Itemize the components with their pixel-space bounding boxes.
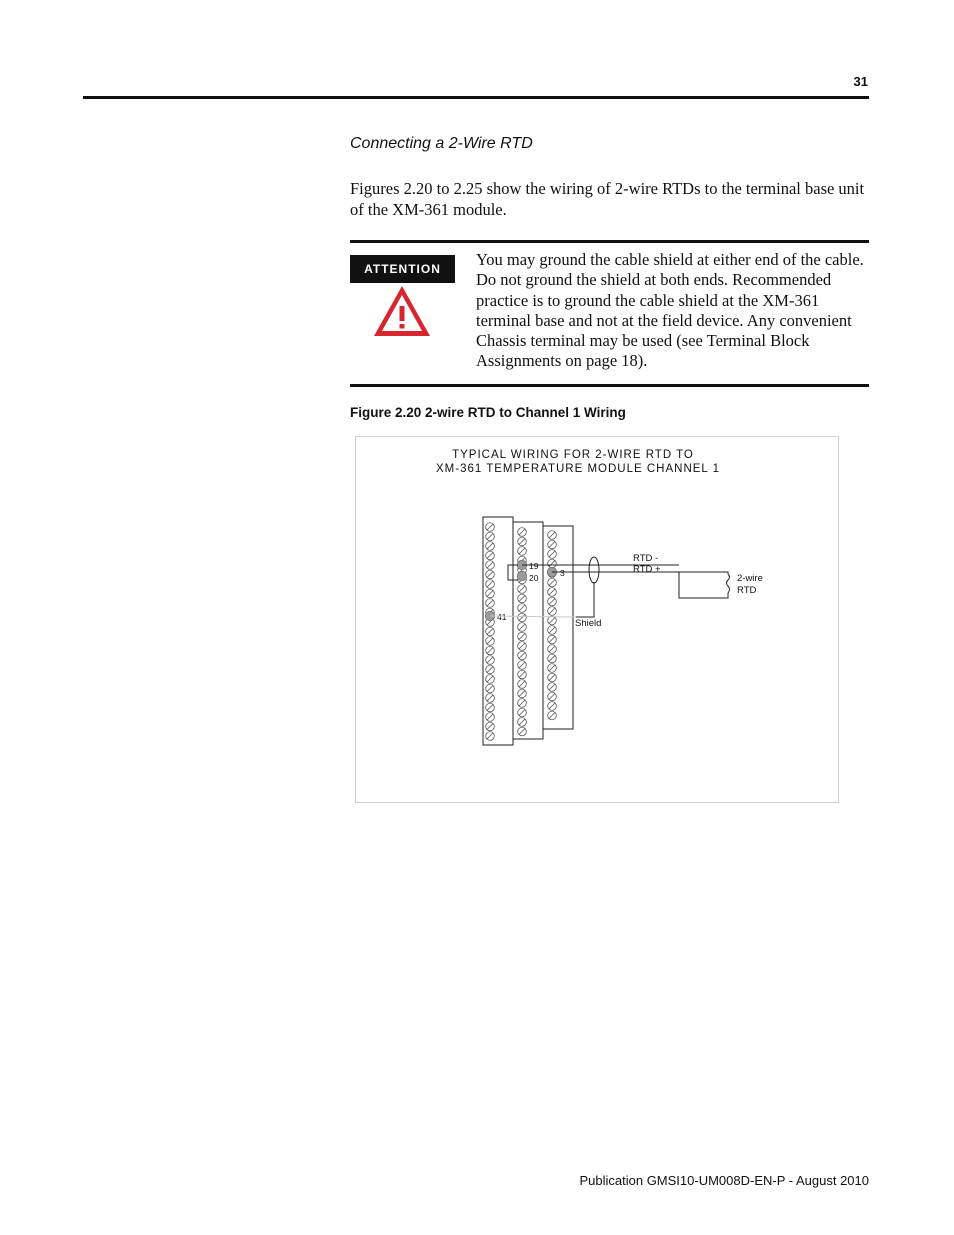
terminal-screw	[518, 585, 527, 594]
terminal-screw	[518, 613, 527, 622]
terminal-screw	[486, 732, 495, 741]
terminal-screw	[548, 588, 557, 597]
terminal-strip-right	[543, 526, 573, 729]
terminal-screw	[518, 537, 527, 546]
attention-line: Do not ground the shield at both ends. Recommended	[476, 270, 832, 290]
terminal-screw	[548, 702, 557, 711]
diagram-title-line-1: TYPICAL WIRING FOR 2-WIRE RTD TO	[452, 449, 694, 461]
header-rule	[83, 96, 869, 99]
page-number: 31	[853, 74, 868, 89]
wire-label-rtd-plus: RTD +	[633, 564, 661, 575]
terminal-screw	[518, 661, 527, 670]
rtd-loop	[679, 572, 728, 574]
terminal-screw	[548, 645, 557, 654]
attention-line: You may ground the cable shield at either end of the cable.	[476, 250, 864, 269]
terminal-screw	[548, 664, 557, 673]
terminal-screw	[486, 694, 495, 703]
terminal-screw	[518, 594, 527, 603]
attention-message	[476, 250, 872, 372]
terminal-screw	[518, 708, 527, 717]
terminal-screw	[518, 528, 527, 537]
wiring-diagram	[356, 437, 840, 804]
terminal-strip-middle	[513, 522, 543, 739]
attention-rule-top	[350, 240, 869, 243]
wire-label-shield: Shield	[575, 618, 602, 629]
terminal-screw	[548, 635, 557, 644]
terminal-screw	[548, 626, 557, 635]
terminal-screw	[486, 589, 495, 598]
terminal-screw	[486, 637, 495, 646]
publication-footer: Publication GMSI10-UM008D-EN-P - August 2010	[579, 1173, 869, 1188]
section-heading: Connecting a 2-Wire RTD	[350, 135, 533, 152]
terminal-20	[517, 571, 527, 581]
attention-line: Chassis terminal may be used (see Terminal Block	[476, 331, 810, 351]
diagram-title-line-2: XM-361 TEMPERATURE MODULE CHANNEL 1	[435, 463, 721, 475]
intro-paragraph	[350, 178, 870, 220]
terminal-screw	[518, 689, 527, 698]
wiring-figure	[355, 436, 839, 803]
rtd-loop-lower	[679, 572, 728, 598]
device-label-line-2: RTD	[737, 585, 757, 596]
figure-caption: Figure 2.20 2-wire RTD to Channel 1 Wiring	[350, 405, 626, 420]
attention-line: practice is to ground the cable shield at the XM-361	[476, 290, 820, 310]
terminal-label-3: 3	[560, 568, 565, 578]
wire-label-rtd-minus: RTD -	[633, 553, 659, 564]
terminal-screw	[486, 570, 495, 579]
terminal-label-41: 41	[497, 612, 507, 622]
terminal-screw	[486, 523, 495, 532]
terminal-screw	[486, 551, 495, 560]
terminal-screw	[486, 656, 495, 665]
terminal-screw	[486, 599, 495, 608]
terminal-screw	[486, 665, 495, 674]
terminal-screw	[486, 580, 495, 589]
intro-line: of the XM-361 module.	[350, 200, 507, 219]
terminal-screw	[518, 670, 527, 679]
terminal-screw	[518, 727, 527, 736]
terminal-screw	[486, 627, 495, 636]
terminal-screw	[518, 604, 527, 613]
intro-line: Figures 2.20 to 2.25 show the wiring of 2-wire RTDs to the terminal base unit	[350, 179, 865, 198]
terminal-screw	[548, 654, 557, 663]
terminal-screw	[518, 623, 527, 632]
attention-line: terminal base and not at the field device. Any convenient	[476, 310, 852, 330]
terminal-screw	[548, 711, 557, 720]
terminal-screw	[518, 699, 527, 708]
terminal-screw	[518, 547, 527, 556]
attention-badge: ATTENTION	[350, 255, 455, 283]
warning-triangle-icon	[372, 284, 432, 338]
terminal-screw	[486, 646, 495, 655]
terminal-label-20: 20	[529, 573, 539, 583]
terminal-screw	[548, 673, 557, 682]
terminal-screw	[548, 531, 557, 540]
terminal-screw	[548, 692, 557, 701]
terminal-screw	[518, 680, 527, 689]
terminal-screw	[486, 561, 495, 570]
terminal-screw	[486, 684, 495, 693]
terminal-screw	[518, 632, 527, 641]
device-label-line-1: 2-wire	[737, 573, 763, 584]
shield-symbol	[589, 557, 599, 583]
terminal-screw	[548, 540, 557, 549]
terminal-screw	[548, 550, 557, 559]
terminal-screw	[486, 532, 495, 541]
terminal-screw	[548, 559, 557, 568]
terminal-screw	[486, 703, 495, 712]
terminal-screw	[548, 597, 557, 606]
terminal-screw	[486, 722, 495, 731]
terminal-screw	[548, 616, 557, 625]
attention-line: Assignments on page 18).	[476, 351, 648, 371]
terminal-screw	[486, 542, 495, 551]
attention-rule-bottom	[350, 384, 869, 387]
terminal-screw	[518, 651, 527, 660]
terminal-screw	[548, 607, 557, 616]
terminal-screw	[486, 713, 495, 722]
terminal-screw	[548, 683, 557, 692]
terminal-screw	[518, 718, 527, 727]
terminal-label-19: 19	[529, 561, 539, 571]
rtd-element	[727, 574, 730, 593]
terminal-screw	[486, 675, 495, 684]
terminal-screw	[548, 578, 557, 587]
shield-drain-wire	[576, 582, 594, 617]
terminal-screw	[518, 642, 527, 651]
